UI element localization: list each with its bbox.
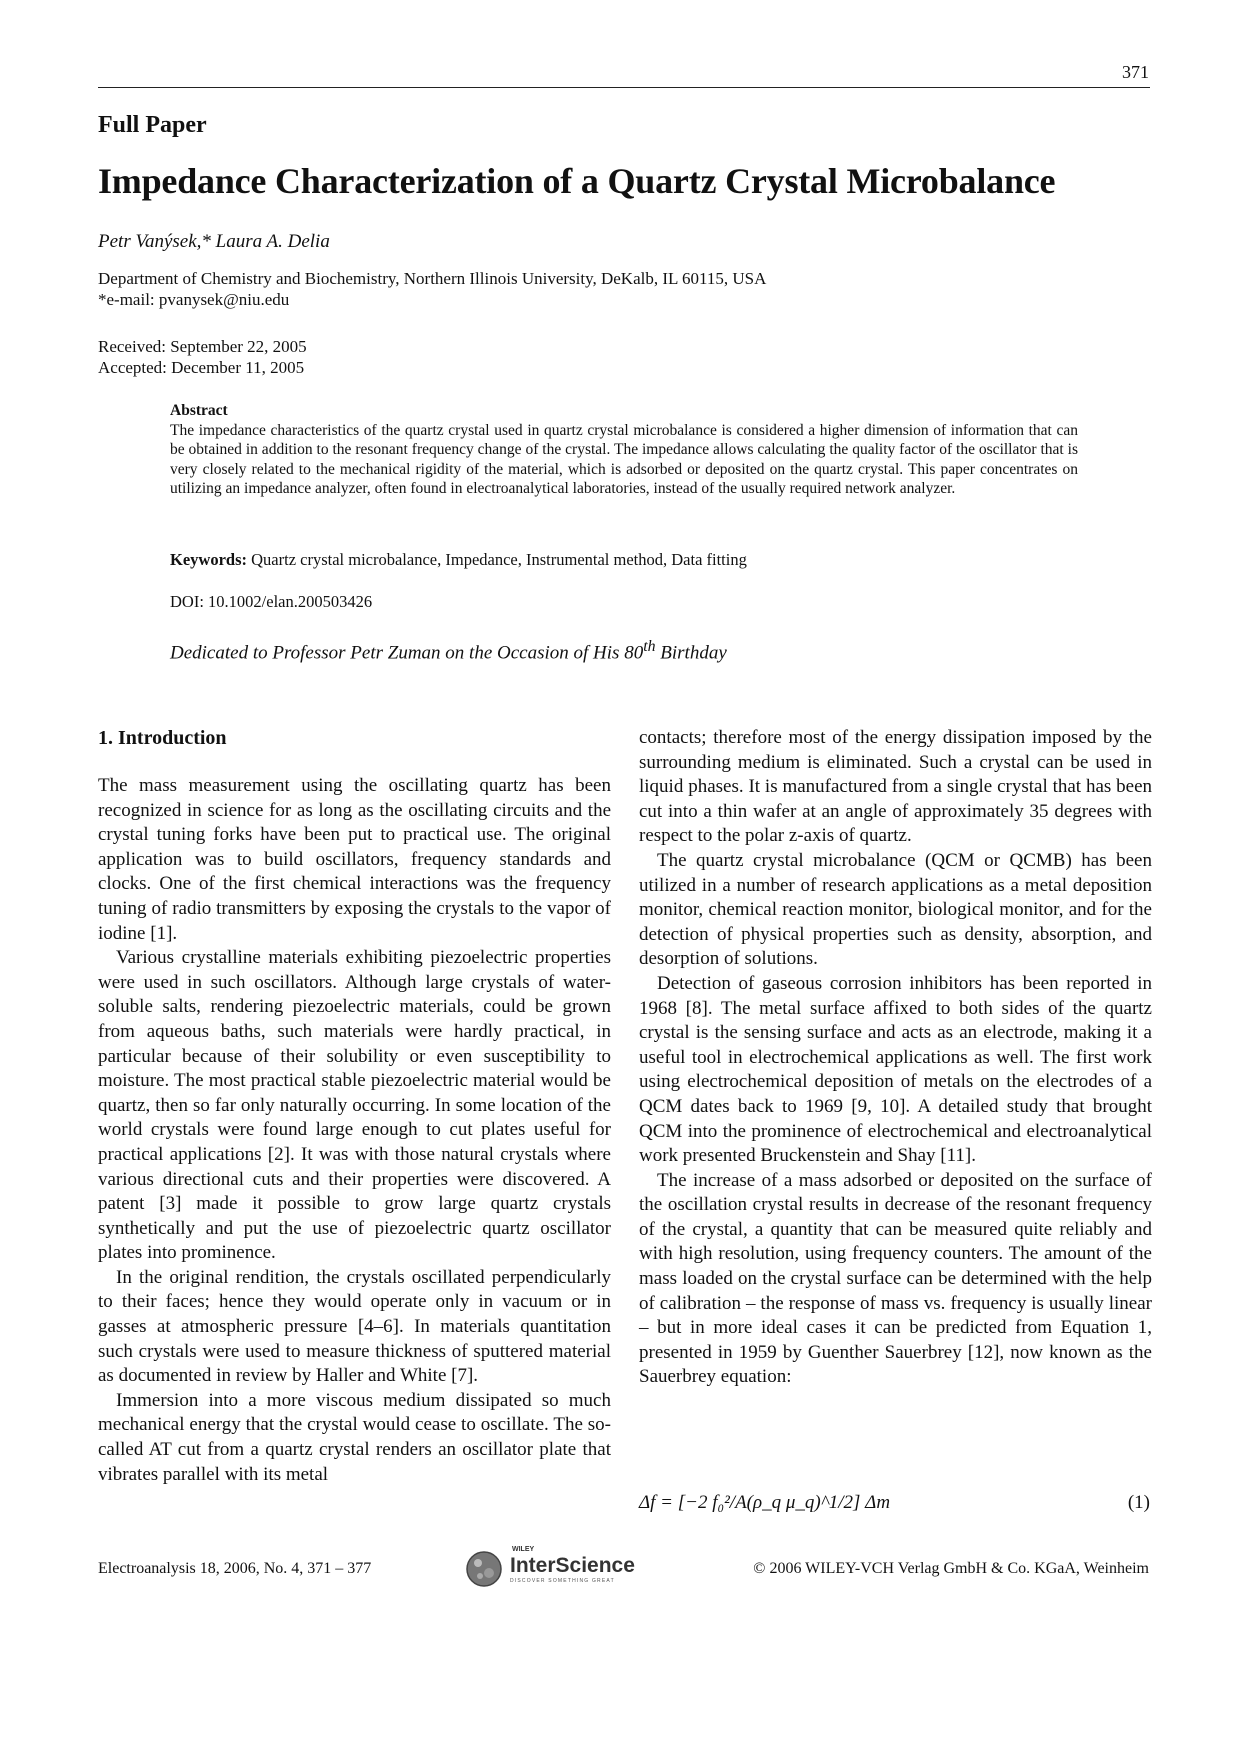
logo-tagline: DISCOVER SOMETHING GREAT	[510, 1578, 615, 1584]
dedication-end: Birthday	[655, 642, 727, 664]
header-rule	[98, 87, 1150, 88]
equation-number: (1)	[1127, 1492, 1150, 1513]
keywords-label: Keywords:	[170, 550, 247, 569]
paper-title: Impedance Characterization of a Quartz Crystal Microbalance	[98, 161, 1056, 201]
copyright: © 2006 WILEY-VCH Verlag GmbH & Co. KGaA, Weinheim	[753, 1560, 1149, 1577]
paragraph: The increase of a mass adsorbed or deposited on the surface of the oscillation crystal results in decrease of the resonant frequency of the crystal, a quantity that can be measured quite reliably and with high resolution, using frequency counters. The amount of the mass loaded on the crystal surface can be determined with the help of calibration – the response of mass vs. frequency is usually linear – but in more ideal cases it can be predicted from Equation 1, presented in 1959 by Guenther Sauerbrey [12], now known as the Sauerbrey equation:	[639, 1169, 1152, 1388]
paragraph: contacts; therefore most of the energy dissipation imposed by the surrounding medium is eliminated. Such a crystal can be used in liquid phases. It is manufactured from a single crystal that has been cut into a thin wafer at an angle of approximately 35 degrees with respect to the polar z-axis of quartz.	[639, 727, 1152, 847]
left-column	[98, 726, 611, 1487]
globe-icon	[460, 1548, 508, 1590]
equation	[639, 1492, 1150, 1514]
email: *e-mail: pvanysek@niu.edu	[98, 290, 290, 309]
received-date: Received: September 22, 2005	[98, 337, 307, 356]
logo-top: WILEY	[512, 1546, 535, 1553]
journal-citation: Electroanalysis 18, 2006, No. 4, 371 – 377	[98, 1560, 372, 1577]
abstract-heading: Abstract	[170, 402, 228, 419]
affiliation	[98, 268, 766, 310]
dedication-sup: th	[643, 638, 656, 655]
paragraph: The quartz crystal microbalance (QCM or QCMB) has been utilized in a number of research applications as a metal deposition monitor, chemical reaction monitor, biological monitor, and for the detection of physical properties such as density, absorption, and desorption of solutions.	[639, 849, 1152, 970]
right-column	[639, 726, 1152, 1390]
paragraph: Detection of gaseous corrosion inhibitors has been reported in 1968 [8]. The metal surface affixed to both sides of the quartz crystal is the sensing surface and acts as an electrode, making it a useful tool in electrochemical applications as well. The first work using electrochemical deposition of metals on the electrodes of a QCM dates back to 1969 [9, 10]. A detailed study that brought QCM into the prominence of electrochemical and electroanalytical work presented Bruckenstein and Shay [11].	[639, 972, 1152, 1167]
article-type: Full Paper	[98, 112, 207, 138]
paragraph: In the original rendition, the crystals oscillated perpendicularly to their faces; hence they would operate only in vacuum or in gasses at atmospheric pressure [4–6]. In materials quantitation such crystals were used to measure thickness of sputtered material as documented in review by Haller and White [7].	[98, 1266, 611, 1387]
abstract	[170, 401, 1078, 499]
abstract-text: The impedance characteristics of the quartz crystal used in quartz crystal microbalance is considered a higher dimension of information that can be obtained in addition to the resonant frequency change of the crystal. The impedance allows calculating the quality factor of the oscillator that is very closely related to the mechanical rigidity of the material, which is adsorbed or deposited on the quartz crystal. This paper concentrates on utilizing an impedance analyzer, often found in electroanalytical laboratories, instead of the usually required network analyzer.	[170, 421, 1078, 498]
paragraph: Immersion into a more viscous medium dissipated so much mechanical energy that the crystal would cease to oscillate. The so-called AT cut from a quartz crystal renders an oscillator plate that vibrates parallel with its metal	[98, 1389, 611, 1485]
equation-formula: Δf = [−2 f₀²/A(ρ_q μ_q)^1/2] Δm	[639, 1492, 891, 1513]
wiley-interscience-logo	[460, 1546, 635, 1590]
keywords	[170, 550, 747, 570]
dates	[98, 336, 307, 378]
dedication-text: Dedicated to Professor Petr Zuman on the Occasion of His 80	[170, 642, 644, 664]
doi: DOI: 10.1002/elan.200503426	[170, 592, 373, 611]
section-heading: 1. Introduction	[98, 727, 227, 749]
paragraph: The mass measurement using the oscillating quartz has been recognized in science for as long as the oscillating circuits and the crystal tuning forks have been put to practical use. The original application was to build oscillators, frequency standards and clocks. One of the first chemical interactions was the frequency tuning of radio transmitters by exposing the crystals to the vapor of iodine [1].	[98, 775, 611, 944]
accepted-date: Accepted: December 11, 2005	[98, 358, 305, 377]
paragraph: Various crystalline materials exhibiting piezoelectric properties were used in such oscillators. Although large crystals of water-soluble salts, rendering piezoelectric materials, could be grown from aqueous baths, such materials were hardly practical, in particular because of their solubility or even susceptibility to moisture. The most practical stable piezoelectric material would be quartz, then so far only naturally occurring. In some location of the world crystals were found large enough to cut plates useful for practical applications [2]. It was with those natural crystals where various directional cuts and their properties were discovered. A patent [3] made it possible to grow large quartz crystals synthetically and put the use of piezoelectric quartz oscillator plates into prominence.	[98, 947, 611, 1264]
logo-word: InterScience	[510, 1554, 635, 1577]
page-number: 371	[1122, 62, 1149, 82]
authors: Petr Vanýsek,* Laura A. Delia	[98, 231, 330, 252]
dedication	[170, 638, 727, 664]
department: Department of Chemistry and Biochemistry, Northern Illinois University, DeKalb, IL 60115, USA	[98, 269, 767, 288]
keywords-text: Quartz crystal microbalance, Impedance, Instrumental method, Data fitting	[251, 550, 747, 569]
